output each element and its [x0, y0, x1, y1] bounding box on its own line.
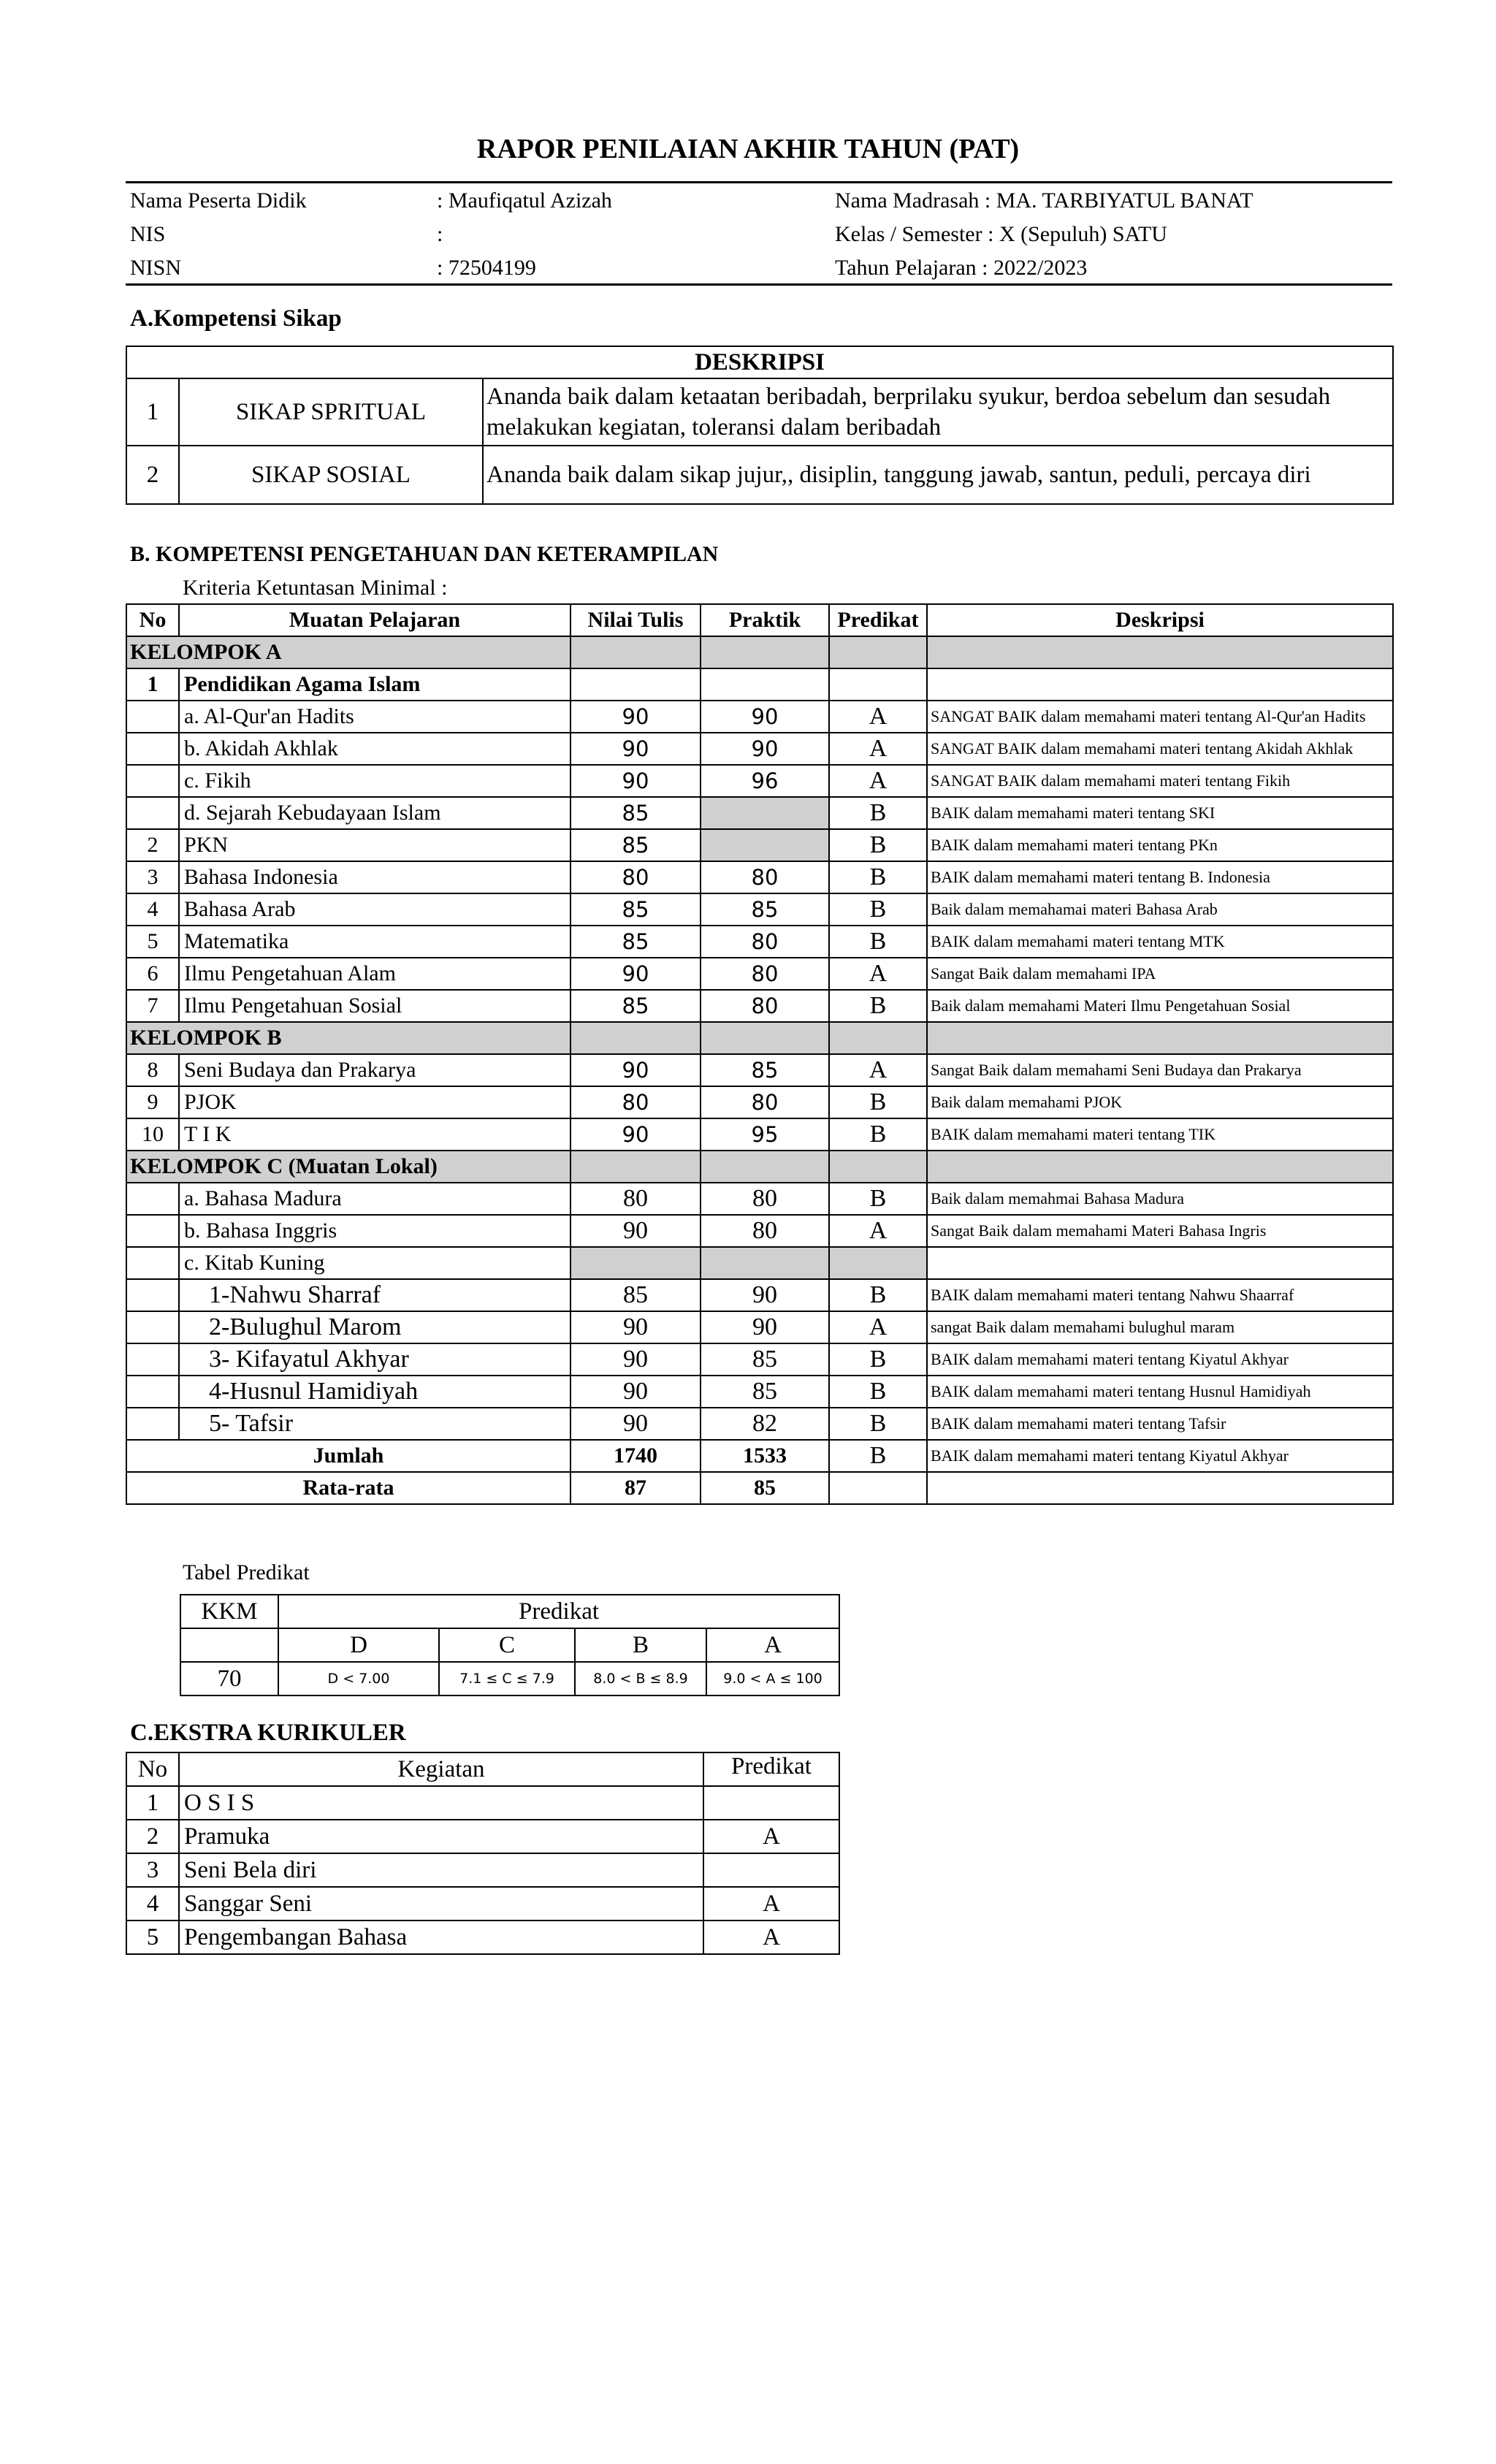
description: BAIK dalam memahami materi tentang B. Indonesia	[927, 861, 1393, 893]
predikat: B	[829, 990, 927, 1022]
table-row	[126, 701, 1393, 733]
subject-name: Ilmu Pengetahuan Alam	[179, 958, 570, 990]
nilai-tulis: 90	[570, 1054, 701, 1086]
sikap-description: Ananda baik dalam ketaatan beribadah, berprilaku syukur, berdoa sebelum dan sesudah melakukan kegiatan, toleransi dalam beribadah	[483, 378, 1393, 446]
subject-name: a. Al-Qur'an Hadits	[179, 701, 570, 733]
predikat-table-label: Tabel Predikat	[183, 1560, 310, 1584]
nilai-tulis: 80	[570, 1086, 701, 1118]
activity-predikat: A	[703, 1820, 839, 1853]
row-number: 4	[126, 893, 179, 926]
row-number	[126, 797, 179, 829]
table-row	[126, 1786, 839, 1820]
jumlah-predikat: B	[829, 1440, 927, 1472]
subject-name: a. Bahasa Madura	[179, 1183, 570, 1215]
nisn-value: : 72504199	[437, 256, 536, 280]
header-nilai-tulis: Nilai Tulis	[570, 604, 701, 636]
predikat: A	[829, 733, 927, 765]
predikat: B	[829, 1376, 927, 1408]
activity-name: Pengembangan Bahasa	[179, 1921, 703, 1954]
subject-name: 2-Bulughul Marom	[179, 1311, 570, 1343]
activity-predikat	[703, 1786, 839, 1820]
academic-year: Tahun Pelajaran : 2022/2023	[835, 256, 1088, 280]
grade-a: A	[706, 1628, 839, 1662]
description: BAIK dalam memahami materi tentang Tafsir	[927, 1408, 1393, 1440]
predikat: B	[829, 1408, 927, 1440]
nilai-praktik: 82	[701, 1408, 829, 1440]
description: Sangat Baik dalam memahami Materi Bahasa Ingris	[927, 1215, 1393, 1247]
kkm-label: Kriteria Ketuntasan Minimal :	[183, 576, 448, 600]
description: Sangat Baik dalam memahami Seni Budaya dan Prakarya	[927, 1054, 1393, 1086]
row-number	[126, 701, 179, 733]
madrasah-name: Nama Madrasah : MA. TARBIYATUL BANAT	[835, 188, 1253, 213]
nilai-praktik: 80	[701, 1215, 829, 1247]
predikat: A	[829, 1311, 927, 1343]
nis-label: NIS	[130, 222, 166, 246]
nisn-label: NISN	[130, 256, 182, 280]
nilai-tulis: 90	[570, 958, 701, 990]
subject-name: d. Sejarah Kebudayaan Islam	[179, 797, 570, 829]
predikat: B	[829, 797, 927, 829]
table-row	[126, 958, 1393, 990]
range-a: 9.0 < A ≤ 100	[706, 1662, 839, 1696]
group-a-label: KELOMPOK A	[126, 636, 570, 668]
nilai-praktik	[701, 797, 829, 829]
nilai-tulis: 85	[570, 1279, 701, 1311]
table-row	[126, 1054, 1393, 1086]
table-row	[126, 1183, 1393, 1215]
row-number: 7	[126, 990, 179, 1022]
nilai-tulis: 90	[570, 765, 701, 797]
row-number: 5	[126, 926, 179, 958]
subject-name: Bahasa Indonesia	[179, 861, 570, 893]
predikat: B	[829, 893, 927, 926]
range-b: 8.0 < B ≤ 8.9	[575, 1662, 706, 1696]
table-row	[126, 829, 1393, 861]
description: SANGAT BAIK dalam memahami materi tentang Akidah Akhlak	[927, 733, 1393, 765]
predikat: B	[829, 1086, 927, 1118]
nilai-praktik: 85	[701, 893, 829, 926]
subject-name: T I K	[179, 1118, 570, 1151]
group-row	[126, 636, 1393, 668]
nilai-praktik: 80	[701, 1086, 829, 1118]
subject-name: b. Bahasa Inggris	[179, 1215, 570, 1247]
predikat: A	[829, 1215, 927, 1247]
row-number: 2	[126, 1820, 179, 1853]
subject-name: PKN	[179, 829, 570, 861]
row-number: 2	[126, 446, 179, 504]
row-number: 1	[126, 668, 179, 701]
predikat-header: Predikat	[278, 1595, 839, 1628]
divider	[126, 283, 1392, 286]
table-row	[126, 1408, 1393, 1440]
subject-name: 5- Tafsir	[179, 1408, 570, 1440]
sikap-name: SIKAP SOSIAL	[179, 446, 483, 504]
table-row	[126, 1279, 1393, 1311]
subject-name: Ilmu Pengetahuan Sosial	[179, 990, 570, 1022]
table-row	[126, 1887, 839, 1921]
subject-name: 4-Husnul Hamidiyah	[179, 1376, 570, 1408]
student-name-value: : Maufiqatul Azizah	[437, 188, 612, 213]
section-heading-sikap: A.Kompetensi Sikap	[130, 305, 342, 332]
nilai-tulis: 85	[570, 926, 701, 958]
section-heading-kompetensi: B. KOMPETENSI PENGETAHUAN DAN KETERAMPILAN	[130, 542, 719, 566]
description: sangat Baik dalam memahami bulughul maram	[927, 1311, 1393, 1343]
predikat: B	[829, 1279, 927, 1311]
average-row	[126, 1472, 1393, 1504]
range-d: D < 7.00	[278, 1662, 439, 1696]
nilai-praktik: 96	[701, 765, 829, 797]
jumlah-praktik: 1533	[701, 1440, 829, 1472]
predikat: B	[829, 829, 927, 861]
predikat: A	[829, 765, 927, 797]
nilai-praktik: 80	[701, 958, 829, 990]
rata-tulis: 87	[570, 1472, 701, 1504]
activity-name: Seni Bela diri	[179, 1853, 703, 1887]
table-row	[126, 893, 1393, 926]
description: BAIK dalam memahami materi tentang TIK	[927, 1118, 1393, 1151]
predikat: B	[829, 861, 927, 893]
table-row	[126, 1247, 1393, 1279]
predikat: A	[829, 958, 927, 990]
nilai-praktik: 95	[701, 1118, 829, 1151]
group-b-label: KELOMPOK B	[126, 1022, 570, 1054]
predikat: B	[829, 1183, 927, 1215]
table-row	[126, 378, 1393, 446]
row-number: 1	[126, 1786, 179, 1820]
row-number	[126, 765, 179, 797]
row-number: 6	[126, 958, 179, 990]
total-row	[126, 1440, 1393, 1472]
nilai-tulis: 85	[570, 797, 701, 829]
description: BAIK dalam memahami materi tentang Nahwu Shaarraf	[927, 1279, 1393, 1311]
jumlah-tulis: 1740	[570, 1440, 701, 1472]
header-no: No	[126, 604, 179, 636]
description: Sangat Baik dalam memahami IPA	[927, 958, 1393, 990]
description: BAIK dalam memahami materi tentang PKn	[927, 829, 1393, 861]
predikat: B	[829, 1118, 927, 1151]
subject-name: Bahasa Arab	[179, 893, 570, 926]
subject-name: c. Fikih	[179, 765, 570, 797]
nilai-praktik: 90	[701, 733, 829, 765]
grade-b: B	[575, 1628, 706, 1662]
ekstra-header-kegiatan: Kegiatan	[179, 1752, 703, 1786]
subject-name: Seni Budaya dan Prakarya	[179, 1054, 570, 1086]
row-number: 2	[126, 829, 179, 861]
section-heading-ekstra: C.EKSTRA KURIKULER	[130, 1720, 406, 1746]
header-praktik: Praktik	[701, 604, 829, 636]
predikat: A	[829, 701, 927, 733]
row-number: 3	[126, 1853, 179, 1887]
table-row	[126, 1820, 839, 1853]
row-number	[126, 733, 179, 765]
header-predikat: Predikat	[829, 604, 927, 636]
student-name-label: Nama Peserta Didik	[130, 188, 307, 213]
table-row	[126, 861, 1393, 893]
activity-predikat	[703, 1853, 839, 1887]
rata-praktik: 85	[701, 1472, 829, 1504]
nilai-tulis: 85	[570, 990, 701, 1022]
nilai-tulis: 90	[570, 701, 701, 733]
row-number	[126, 1183, 179, 1215]
nilai-praktik: 90	[701, 1311, 829, 1343]
group-c-label: KELOMPOK C (Muatan Lokal)	[126, 1151, 570, 1183]
row-number: 3	[126, 861, 179, 893]
kkm-header: KKM	[180, 1595, 278, 1628]
description: BAIK dalam memahami materi tentang Kiyatul Akhyar	[927, 1343, 1393, 1376]
table-row	[126, 1921, 839, 1954]
kitab-kuning-label: c. Kitab Kuning	[179, 1247, 570, 1279]
row-number	[126, 1215, 179, 1247]
row-number: 4	[126, 1887, 179, 1921]
jumlah-description: BAIK dalam memahami materi tentang Kiyatul Akhyar	[927, 1440, 1393, 1472]
class-semester: Kelas / Semester : X (Sepuluh) SATU	[835, 222, 1167, 246]
table-header: DESKRIPSI	[126, 346, 1393, 378]
table-row	[126, 765, 1393, 797]
table-row	[126, 1118, 1393, 1151]
table-row	[126, 1311, 1393, 1343]
nilai-tulis: 90	[570, 1118, 701, 1151]
row-number: 8	[126, 1054, 179, 1086]
nilai-praktik: 90	[701, 1279, 829, 1311]
nilai-praktik: 85	[701, 1343, 829, 1376]
table-row	[126, 990, 1393, 1022]
table-row	[126, 926, 1393, 958]
activity-name: Pramuka	[179, 1820, 703, 1853]
nilai-tulis: 90	[570, 1343, 701, 1376]
row-number: 9	[126, 1086, 179, 1118]
activity-predikat: A	[703, 1887, 839, 1921]
nilai-tulis: 90	[570, 1215, 701, 1247]
row-number	[126, 1279, 179, 1311]
ekstra-header-no: No	[126, 1752, 179, 1786]
sikap-table	[126, 346, 1394, 505]
table-row	[126, 668, 1393, 701]
subject-name: Matematika	[179, 926, 570, 958]
group-row	[126, 1022, 1393, 1054]
nis-value: :	[437, 222, 443, 246]
nilai-tulis: 90	[570, 733, 701, 765]
nilai-praktik: 85	[701, 1376, 829, 1408]
predikat: B	[829, 1343, 927, 1376]
description: SANGAT BAIK dalam memahami materi tentang Fikih	[927, 765, 1393, 797]
table-row	[126, 1215, 1393, 1247]
table-row	[126, 797, 1393, 829]
nilai-praktik: 80	[701, 990, 829, 1022]
nilai-praktik	[701, 829, 829, 861]
row-number: 5	[126, 1921, 179, 1954]
predikat-table	[180, 1594, 840, 1696]
divider	[126, 181, 1392, 183]
subject-name: 3- Kifayatul Akhyar	[179, 1343, 570, 1376]
header-muatan: Muatan Pelajaran	[179, 604, 570, 636]
table-row	[126, 446, 1393, 504]
description: BAIK dalam memahami materi tentang MTK	[927, 926, 1393, 958]
description: BAIK dalam memahami materi tentang SKI	[927, 797, 1393, 829]
nilai-praktik: 80	[701, 926, 829, 958]
row-number	[126, 1408, 179, 1440]
table-row	[126, 1853, 839, 1887]
table-row	[126, 1086, 1393, 1118]
nilai-tulis: 85	[570, 893, 701, 926]
description: SANGAT BAIK dalam memahami materi tentang Al-Qur'an Hadits	[927, 701, 1393, 733]
table-row	[126, 1343, 1393, 1376]
subject-name: b. Akidah Akhlak	[179, 733, 570, 765]
sikap-name: SIKAP SPRITUAL	[179, 378, 483, 446]
subject-name: Pendidikan Agama Islam	[179, 668, 570, 701]
nilai-praktik: 80	[701, 1183, 829, 1215]
predikat: A	[829, 1054, 927, 1086]
row-number: 1	[126, 378, 179, 446]
nilai-tulis: 90	[570, 1408, 701, 1440]
header-deskripsi: Deskripsi	[927, 604, 1393, 636]
row-number	[126, 1376, 179, 1408]
description: Baik dalam memahami PJOK	[927, 1086, 1393, 1118]
nilai-tulis: 80	[570, 1183, 701, 1215]
jumlah-label: Jumlah	[126, 1440, 570, 1472]
table-row	[126, 733, 1393, 765]
nilai-praktik: 80	[701, 861, 829, 893]
nilai-tulis: 85	[570, 829, 701, 861]
sikap-description: Ananda baik dalam sikap jujur,, disiplin, tanggung jawab, santun, peduli, percaya diri	[483, 446, 1393, 504]
activity-name: O S I S	[179, 1786, 703, 1820]
rata-label: Rata-rata	[126, 1472, 570, 1504]
predikat: B	[829, 926, 927, 958]
description: Baik dalam memahmai Bahasa Madura	[927, 1183, 1393, 1215]
kkm-value: 70	[180, 1662, 278, 1696]
row-number	[126, 1343, 179, 1376]
nilai-tulis: 80	[570, 861, 701, 893]
description: BAIK dalam memahami materi tentang Husnul Hamidiyah	[927, 1376, 1393, 1408]
subject-name: 1-Nahwu Sharraf	[179, 1279, 570, 1311]
group-row	[126, 1151, 1393, 1183]
grade-c: C	[439, 1628, 575, 1662]
row-number	[126, 1311, 179, 1343]
nilai-tulis: 90	[570, 1311, 701, 1343]
grades-table	[126, 603, 1394, 1505]
description: Baik dalam memahamai materi Bahasa Arab	[927, 893, 1393, 926]
activity-name: Sanggar Seni	[179, 1887, 703, 1921]
table-row	[126, 1376, 1393, 1408]
page-title: RAPOR PENILAIAN AKHIR TAHUN (PAT)	[476, 134, 1020, 164]
row-number: 10	[126, 1118, 179, 1151]
nilai-praktik: 85	[701, 1054, 829, 1086]
subject-name: PJOK	[179, 1086, 570, 1118]
nilai-tulis: 90	[570, 1376, 701, 1408]
ekstra-table	[126, 1752, 840, 1955]
description: Baik dalam memahami Materi Ilmu Pengetahuan Sosial	[927, 990, 1393, 1022]
activity-predikat: A	[703, 1921, 839, 1954]
nilai-praktik: 90	[701, 701, 829, 733]
range-c: 7.1 ≤ C ≤ 7.9	[439, 1662, 575, 1696]
ekstra-header-predikat: Predikat	[703, 1752, 839, 1786]
grade-d: D	[278, 1628, 439, 1662]
